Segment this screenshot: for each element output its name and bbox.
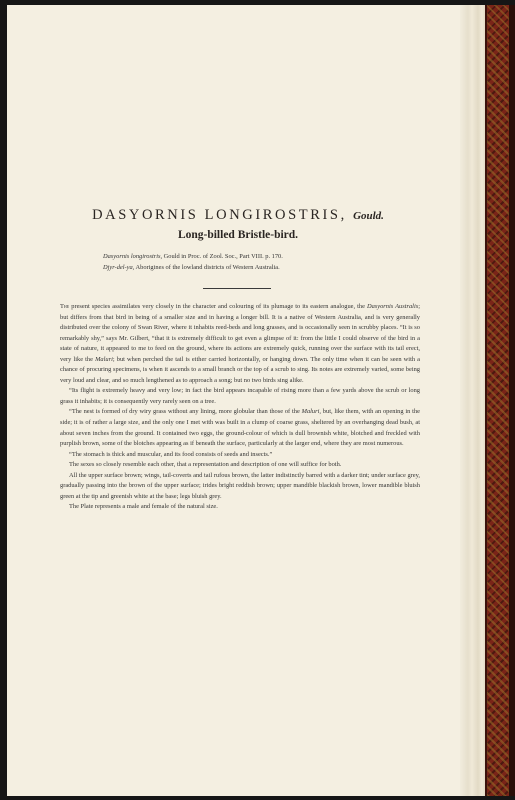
text-run: , but, like them, with an opening in the side; it is of rather a large size, and the only one I met with was built in a clump of coarse grass, sheltered by an overhanging dead bush, at about seven inches from the ground. It contained two eggs, the ground-colour of which is dull brownish white, blotched and freckled with purplish brown, some of the blotches appearing as if beneath the surface, particularly at the larger end, where they are most numerous. bbox=[60, 408, 420, 448]
text-run: “The nest is formed of dry wiry grass without any lining, more globular than those of the bbox=[69, 408, 302, 416]
text-run: All the upper surface brown; wings, tail-coverts and tail rufous brown, the latter indistinctly barred with a darker tint; under surface grey, gradually passing into the brown of the upper surface; irides bright reddish brown; upper mandible blackish brown, lower mandible bluish green at the tip and greenish white at the base; legs bluish grey. bbox=[60, 471, 420, 500]
text-run: present species assimilates very closely in the character and colouring of its plumage to its eastern analogue, the bbox=[69, 303, 367, 310]
page-edges bbox=[460, 5, 488, 796]
section-divider bbox=[203, 288, 271, 289]
italic-taxon: Maluri bbox=[301, 408, 320, 416]
species-author: Gould. bbox=[353, 210, 384, 222]
common-name: Long-billed Bristle-bird. bbox=[177, 229, 299, 241]
body-paragraph bbox=[60, 460, 420, 471]
italic-taxon: Dasyornis Australis bbox=[366, 303, 419, 310]
body-paragraph bbox=[60, 407, 420, 449]
text-run: “Its flight is extremely heavy and very low; in fact the bird appears incapable of rising more than a few yards above the scrub or long grass it inhabits; it is consequently very rarely seen on a tree. bbox=[60, 387, 420, 405]
synonym-reference: Aborigines of the lowland districts of Western Australia. bbox=[134, 264, 280, 271]
binding-edge bbox=[509, 5, 515, 796]
body-paragraph bbox=[60, 471, 420, 503]
body-paragraph bbox=[60, 502, 420, 513]
synonym-reference: Gould in Proc. of Zool. Soc., Part VIII. p. 170. bbox=[162, 253, 283, 260]
text-run: ; but when perched the tail is either carried horizontally, or hanging down. The only time when it can be seen with a chance of procuring specimens, is when it ascends to a small branch or the top of a scrub to sing. Its notes are extremely varied, some being very loud and clear, and so much lengthened as to approach a song; but no two birds sing alike. bbox=[60, 355, 420, 384]
body-paragraph bbox=[60, 302, 420, 386]
body-paragraph bbox=[60, 386, 420, 407]
species-scientific-name: DASYORNIS LONGIROSTRIS, bbox=[92, 207, 347, 223]
synonym-name: Djyr-del-ya, bbox=[103, 264, 135, 271]
text-run: The sexes so closely resemble each other, that a representation and description of one will suffice for both. bbox=[69, 461, 342, 469]
synonym-line bbox=[103, 264, 280, 271]
text-run: “The stomach is thick and muscular, and its food consists of seeds and insects.” bbox=[69, 450, 273, 458]
text-run: The Plate represents a male and female of the natural size. bbox=[69, 503, 218, 511]
species-title bbox=[48, 207, 428, 224]
body-paragraph bbox=[60, 450, 420, 461]
italic-taxon: Maluri bbox=[95, 355, 113, 363]
intro-small-caps: The bbox=[60, 303, 70, 310]
text-run: ; but differs from that bird in being of a smaller size and in having a longer bill. It is a native of Western Australia, and is very generally distributed over the colony of Swan River, where it inhabits reed-beds and long grasses, and is occasionally seen in scrubby places. “It is so remarkably shy,” says Mr. Gilbert, “that it is extremely difficult to get even a glimpse of it: from the little I could observe of the bird in a state of nature, it appeared to me to feed on the ground, where its actions are extremely quick, running over the surface with its tail erect, very like the bbox=[60, 303, 420, 363]
species-description bbox=[60, 302, 420, 513]
synonym-line bbox=[103, 253, 283, 260]
synonym-name: Dasyornis longirostris, bbox=[103, 253, 163, 260]
